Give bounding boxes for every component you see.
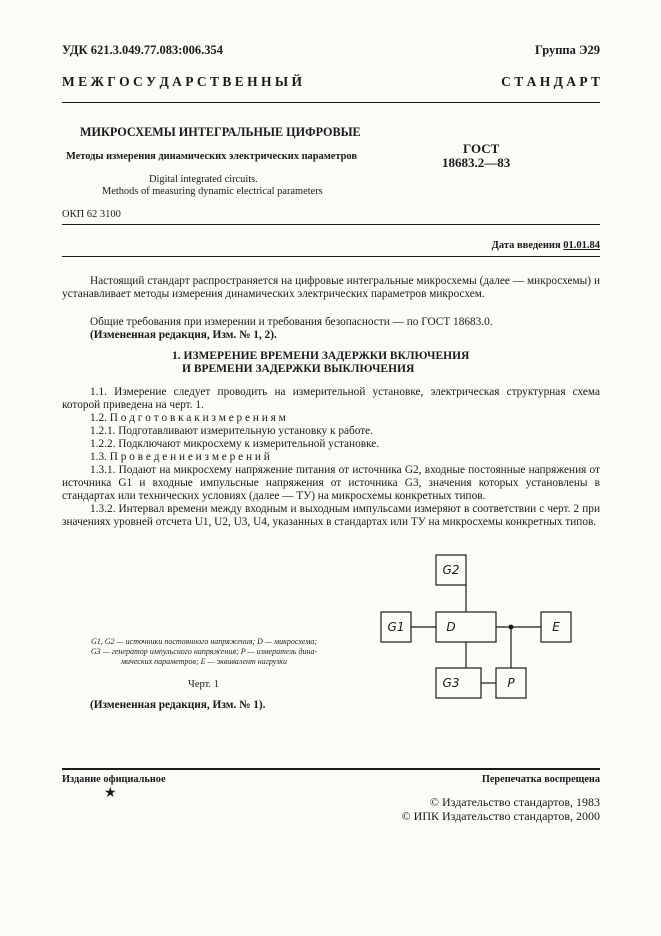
gost-label: ГОСТ bbox=[463, 141, 500, 156]
section-heading-2: И ВРЕМЕНИ ЗАДЕРЖКИ ВЫКЛЮЧЕНИЯ bbox=[182, 363, 415, 375]
gost-number: 18683.2—83 bbox=[442, 155, 511, 170]
label-d: D bbox=[446, 620, 456, 634]
title-en-2: Methods of measuring dynamic electrical parameters bbox=[102, 186, 323, 197]
title-en-1: Digital integrated circuits. bbox=[149, 174, 258, 185]
official-edition: Издание официальное bbox=[62, 774, 166, 785]
copyright-1: © Издательство стандартов, 1983 bbox=[429, 795, 600, 809]
star-icon: ★ bbox=[104, 786, 117, 801]
date-rule bbox=[62, 256, 600, 257]
footer-rule bbox=[62, 768, 600, 770]
figure-caption-3: мических параметров; E — эквивалент нагрузки bbox=[120, 657, 288, 666]
clause-1-2: 1.2. П о д г о т о в к а к и з м е р е н и я м bbox=[90, 412, 286, 424]
header-rule bbox=[62, 102, 600, 103]
clause-1-3: 1.3. П р о в е д е н и е и з м е р е н и й bbox=[90, 451, 270, 463]
section-heading-1: 1. ИЗМЕРЕНИЕ ВРЕМЕНИ ЗАДЕРЖКИ ВКЛЮЧЕНИЯ bbox=[172, 350, 470, 362]
label-g1: G1 bbox=[387, 620, 405, 634]
clause-1-3-1: 1.3.1. Подают на микросхему напряжение питания от источника G2, входные постоянные напряжения от источника G1 и входные импульсные напряжения от источника G3, значения которых установлены в стандартах или технических условиях (далее — ТУ) на микросхемы конкретных типов. bbox=[62, 464, 600, 503]
label-g2: G2 bbox=[442, 563, 460, 577]
reprint-notice: Перепечатка воспрещена bbox=[481, 774, 600, 785]
clause-1-1: 1.1. Измерение следует проводить на измерительной установке, электрическая структурная схема которой приведена на черт. 1. bbox=[62, 386, 600, 412]
title-ru-sub: Методы измерения динамических электрических параметров bbox=[66, 151, 357, 162]
standard-banner bbox=[62, 74, 600, 90]
figure-label: Черт. 1 bbox=[188, 679, 219, 690]
label-e: E bbox=[552, 620, 560, 634]
intro-date-label: Дата введения bbox=[491, 240, 561, 251]
intro-date-value: 01.01.84 bbox=[563, 240, 600, 251]
figure-caption-2: G3 — генератор импульсного напряжения; P — измеритель дина- bbox=[90, 647, 318, 656]
paragraph-general: Общие требования при измерении и требования безопасности — по ГОСТ 18683.0. bbox=[90, 316, 493, 328]
figure-caption-1: G1, G2 — источники постоянного напряжения; D — микросхема; bbox=[91, 637, 317, 646]
okp-code: ОКП 62 3100 bbox=[62, 209, 121, 220]
banner-right: С Т А Н Д А Р Т bbox=[501, 74, 600, 89]
group-code: Группа Э29 bbox=[535, 43, 600, 57]
clause-1-3-2: 1.3.2. Интервал времени между входным и выходным импульсами измеряют в соответствии с черт. 2 при значениях уровней отсчета U1, U2, U3, U4, указанных в стандартах или ТУ на микросхемы конкретных типов. bbox=[62, 503, 600, 529]
block-diagram bbox=[370, 550, 580, 710]
copyright-2: © ИПК Издательство стандартов, 2000 bbox=[401, 809, 600, 823]
intro-date bbox=[492, 240, 600, 251]
title-rule bbox=[62, 224, 600, 225]
banner-left: М Е Ж Г О С У Д А Р С Т В Е Н Н Ы Й bbox=[62, 74, 303, 89]
paragraph-amend-1: (Измененная редакция, Изм. № 1, 2). bbox=[90, 329, 277, 341]
block-d bbox=[436, 612, 496, 642]
udk-code: УДК 621.3.049.77.083:006.354 bbox=[62, 43, 223, 57]
label-g3: G3 bbox=[442, 676, 460, 690]
clause-1-2-2: 1.2.2. Подключают микросхему к измерительной установке. bbox=[90, 438, 380, 450]
title-ru: МИКРОСХЕМЫ ИНТЕГРАЛЬНЫЕ ЦИФРОВЫЕ bbox=[80, 125, 361, 139]
clause-1-2-1: 1.2.1. Подготавливают измерительную установку к работе. bbox=[90, 425, 374, 437]
label-p: P bbox=[507, 676, 515, 690]
junction-dot bbox=[509, 625, 514, 630]
paragraph-scope: Настоящий стандарт распространяется на цифровые интегральные микросхемы (далее — микросхемы) и устанавливает методы измерения динамических электрических параметров микросхем. bbox=[62, 275, 600, 301]
paragraph-amend-2: (Измененная редакция, Изм. № 1). bbox=[90, 699, 266, 711]
